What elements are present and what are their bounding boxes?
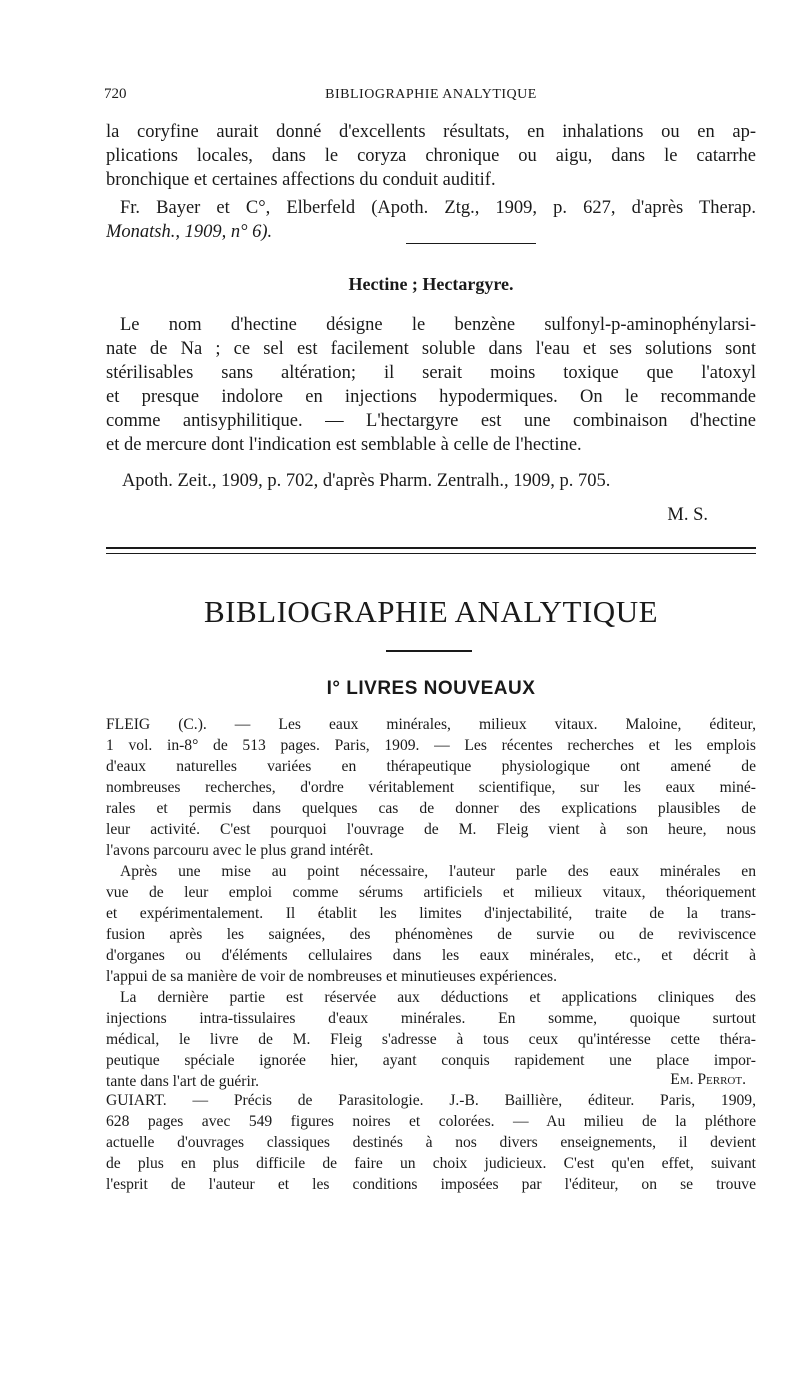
text-line: de plus en plus difficile de faire un choix judicieux. C'est qu'en effet, suivant [106,1155,756,1172]
text-line: leur activité. C'est pourquoi l'ouvrage de M. Fleig vient à son heure, nous [106,821,756,838]
text-line: Fr. Bayer et C°, Elberfeld (Apoth. Ztg., 1909, p. 627, d'après Therap. [120,198,756,218]
text-line: FLEIG (C.). — Les eaux minérales, milieux vitaux. Maloine, éditeur, [106,716,756,733]
text-line: 628 pages avec 549 figures noires et colorées. — Au milieu de la pléthore [106,1113,756,1130]
text-line: la coryfine aurait donné d'excellents résultats, en inhalations ou en ap- [106,122,756,142]
text-line: l'appui de sa manière de voir de nombreuses et minutieuses expériences. [106,968,557,985]
signature: M. S. [667,505,708,525]
text-line: injections intra-tissulaires d'eaux minérales. En somme, quoique surtout [106,1010,756,1027]
text-line: Après une mise au point nécessaire, l'auteur parle des eaux minérales en [120,863,756,880]
short-divider [406,243,536,244]
continuation-paragraph [106,120,756,192]
text-line: d'organes ou d'éléments cellulaires dans les eaux minérales, etc., et décrit à [106,947,756,964]
section-subtitle: I° LIVRES NOUVEAUX [326,678,536,699]
text-line: Apoth. Zeit., 1909, p. 702, d'après Pharm. Zentralh., 1909, p. 705. [122,471,611,491]
section-divider-bottom [106,553,756,554]
signature: Em. Perrot. [670,1071,746,1088]
reference-bayer-cont [106,220,756,244]
reference-bayer [120,196,756,220]
text-line: comme antisyphilitique. — L'hectargyre est une combinaison d'hectine [106,411,756,431]
text-line: vue de leur emploi comme sérums artificiels et milieux vitaux, théoriquement [106,884,756,901]
text-line: Le nom d'hectine désigne le benzène sulfonyl-p-aminophénylarsi- [120,315,756,335]
text-line: rales et permis dans quelques cas de donner des explications plausibles de [106,800,756,817]
text-line: et de mercure dont l'indication est semblable à celle de l'hectine. [106,435,582,455]
text-line: 1 vol. in-8° de 513 pages. Paris, 1909. — Les récentes recherches et les emplois [106,737,756,754]
text-line: GUIART. — Précis de Parasitologie. J.-B. Baillière, éditeur. Paris, 1909, [106,1092,756,1109]
title-underline [386,650,472,652]
review-guiart [106,1090,756,1195]
text-line: l'esprit de l'auteur et les conditions imposées par l'éditeur, on se trouve [106,1176,756,1193]
text-line: plications locales, dans le coryza chronique ou aigu, dans le catarrhe [106,146,756,166]
text-line: nombreuses recherches, d'ordre véritablement scientifique, sur les eaux miné- [106,779,756,796]
text-line: fusion après les saignées, des phénomènes de survie ou de reviviscence [106,926,756,943]
page-number: 720 [104,86,127,102]
text-line: peutique spéciale ignorée hier, ayant conquis rapidement une place impor- [106,1052,756,1069]
section-title: BIBLIOGRAPHIE ANALYTIQUE [203,594,659,629]
running-title: BIBLIOGRAPHIE ANALYTIQUE [325,87,537,102]
article-title: Hectine ; Hectargyre. [348,274,514,294]
text-line: stérilisables sans altération; il serait moins toxique que l'atoxyl [106,363,756,383]
text-line: et presque indolore en injections hypodermiques. On le recommande [106,387,756,407]
text-line: La dernière partie est réservée aux déductions et applications cliniques des [120,989,756,1006]
section-divider-top [106,547,756,549]
text-line: nate de Na ; ce sel est facilement soluble dans l'eau et ses solutions sont [106,339,756,359]
page-header [106,86,756,108]
text-line: bronchique et certaines affections du conduit auditif. [106,170,496,190]
hectine-paragraph [106,313,756,457]
text-line: Monatsh., 1909, n° 6). [106,222,273,242]
reference-hectine [122,469,756,493]
text-line: l'avons parcouru avec le plus grand intérêt. [106,842,374,859]
text-line: et expérimentalement. Il établit les limites d'injectabilité, traite de la trans- [106,905,756,922]
text-line: actuelle d'ouvrages classiques destinés à nos divers enseignements, il devient [106,1134,756,1151]
review-fleig [106,714,756,1092]
text-line: médical, le livre de M. Fleig s'adresse à tous ceux qu'intéresse cette théra- [106,1031,756,1048]
text-line: tante dans l'art de guérir. [106,1073,260,1090]
text-line: d'eaux naturelles variées en thérapeutique physiologique ont amené de [106,758,756,775]
